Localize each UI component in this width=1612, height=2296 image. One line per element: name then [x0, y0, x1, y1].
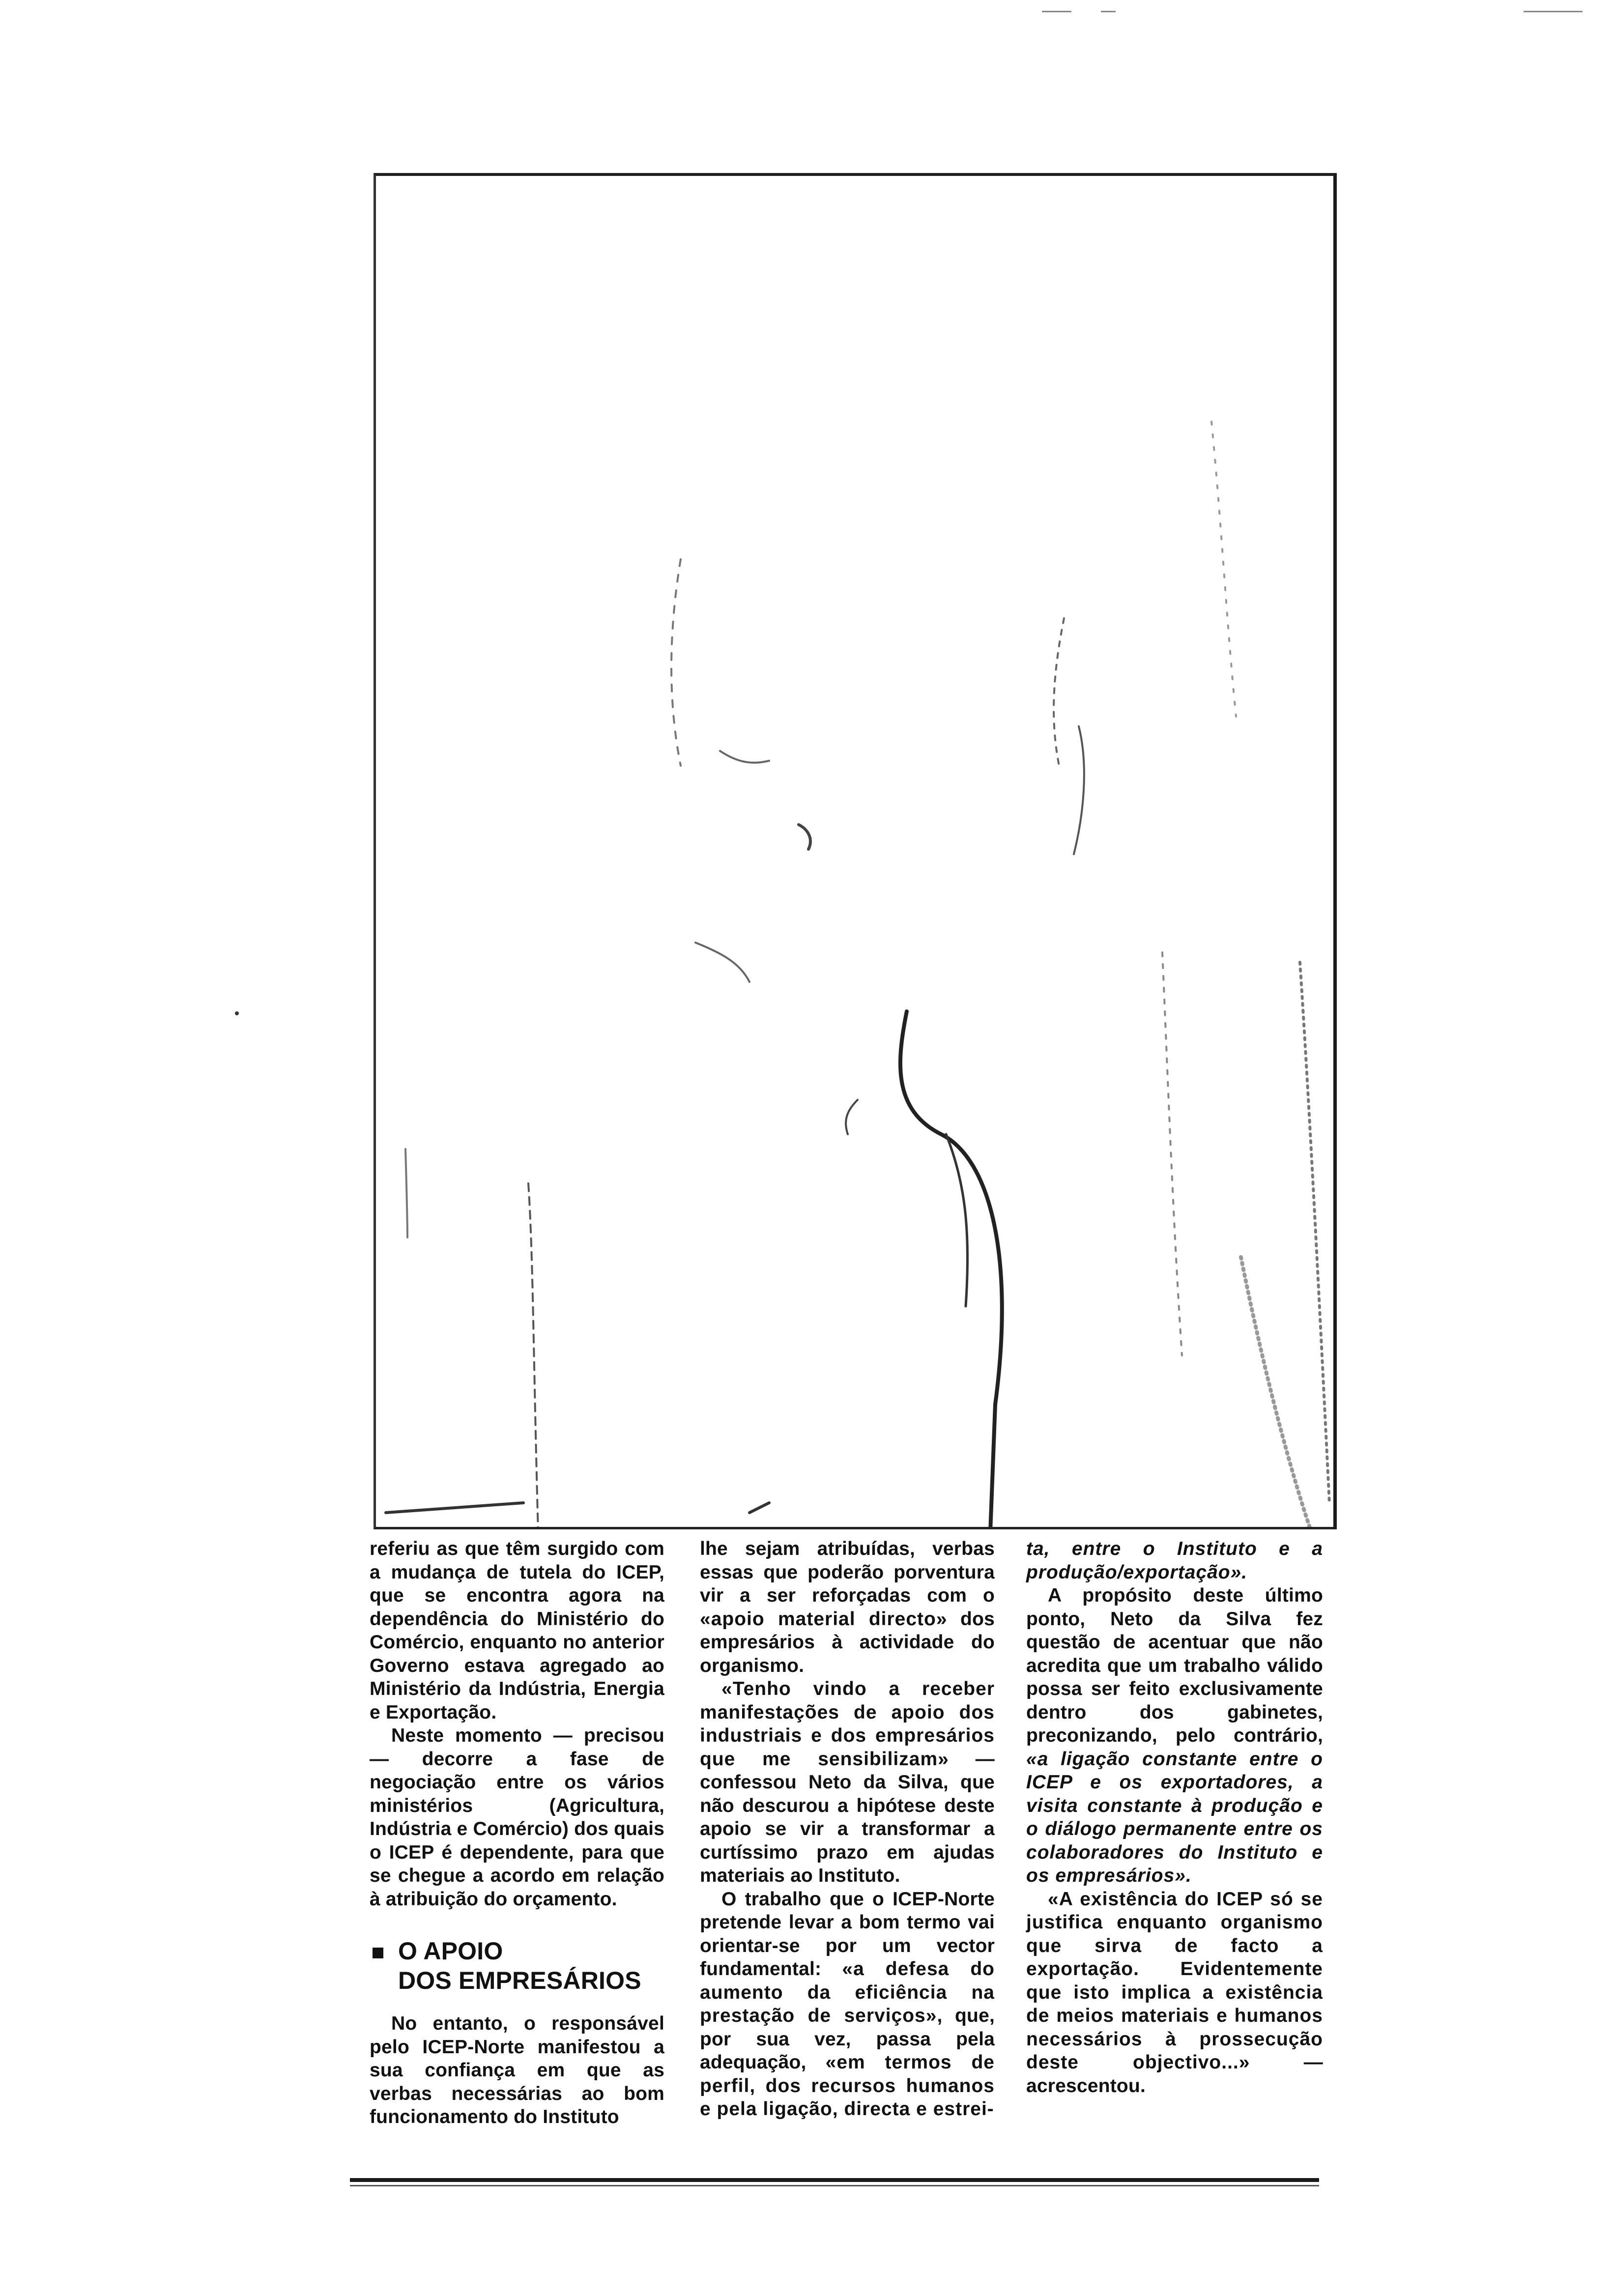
quote-bold: «a defesa do aumento da eficiência na prestação de serviços»	[700, 1958, 995, 2026]
paragraph	[700, 1537, 995, 1677]
quote-bold: «Tenho vindo a receber manifestações de apoio dos industriais e dos empresários que me sensibilizam»	[700, 1678, 995, 1770]
paragraph	[700, 1888, 995, 2121]
scan-edge-mark	[1042, 11, 1071, 12]
quote-bold: «em termos de perfil, dos recursos humanos e pela ligação, directa e estrei-	[700, 2052, 995, 2120]
quote-bold: «A existência do ICEP só se justifica enquanto organismo que sirva de facto a exportação. Evidentemente que isto implica a existência de meios materiais e humanos necessários à prossecução deste objectivo...»	[1026, 1888, 1323, 2073]
paragraph: ta, entre o Instituto e a produção/exportação».	[1026, 1538, 1323, 1583]
text-run: dos empresários à actividade do organismo.	[700, 1608, 995, 1676]
paragraph: Neste momento — precisou — decorre a fase de negociação entre os vários ministérios (Agricultura, Indústria e Comércio) dos quais o ICEP é dependente, para que se chegue a acordo em relação à atribuição do orçamento.	[370, 1725, 664, 1910]
scan-edge-mark	[1524, 11, 1583, 12]
portrait-photo-icon	[376, 176, 1337, 1529]
paragraph	[1026, 1584, 1323, 1888]
text-run: O trabalho que o ICEP-Norte pretende levar a bom termo vai orientar-se por um vector fundamental:	[700, 1888, 995, 1980]
text-run: , que, por sua vez, passa pela adequação,	[700, 2005, 995, 2073]
quote-bold: «apoio material directo»	[700, 1608, 948, 1630]
article-column-3	[1026, 1537, 1323, 2097]
paragraph	[700, 1677, 995, 1888]
section-heading-line2: DOS EMPRESÁRIOS	[398, 1967, 641, 1994]
scan-speck	[235, 1011, 239, 1015]
section-heading	[370, 1936, 664, 1995]
text-run: — confessou Neto da Silva, que não descurou a hipótese deste apoio se vir a transformar a curtíssimo prazo em ajudas materiais ao Instituto.	[700, 1748, 995, 1886]
paragraph	[1026, 1888, 1323, 2098]
quote-bold: «a ligação constante entre o ICEP e os exportadores, a visita constante à produção e o diálogo permanente entre os colaboradores do Instituto e os empresários».	[1026, 1748, 1323, 1886]
paragraph: referiu as que têm surgido com a mudança de tutela do ICEP, que se encontra agora na dependência do Ministério do Comércio, enquanto no anterior Governo estava agregado ao Ministério da Indústria, Energia e Exportação.	[370, 1538, 664, 1723]
text-run: lhe sejam atribuídas, verbas essas que poderão porventura vir a ser reforçadas com o	[700, 1538, 995, 1606]
section-heading-line1: O APOIO	[370, 1936, 664, 1966]
article-column-1	[370, 1537, 664, 2129]
article-column-2	[700, 1537, 995, 2121]
paragraph: No entanto, o responsável pelo ICEP-Norte manifestou a sua confiança em que as verbas necessárias ao bom funcionamento do Instituto	[370, 2013, 664, 2127]
portrait-photo	[374, 173, 1337, 1529]
bottom-rule-thin	[350, 2185, 1319, 2186]
text-run: — acrescentou.	[1026, 2052, 1323, 2096]
scan-edge-mark	[1101, 11, 1116, 12]
bottom-rule	[350, 2178, 1319, 2182]
text-run: A propósito deste último ponto, Neto da Silva fez questão de acentuar que não acredita que um trabalho válido possa ser feito exclusivamente dentro dos gabinetes, preconizando, pelo contrário,	[1026, 1585, 1323, 1746]
